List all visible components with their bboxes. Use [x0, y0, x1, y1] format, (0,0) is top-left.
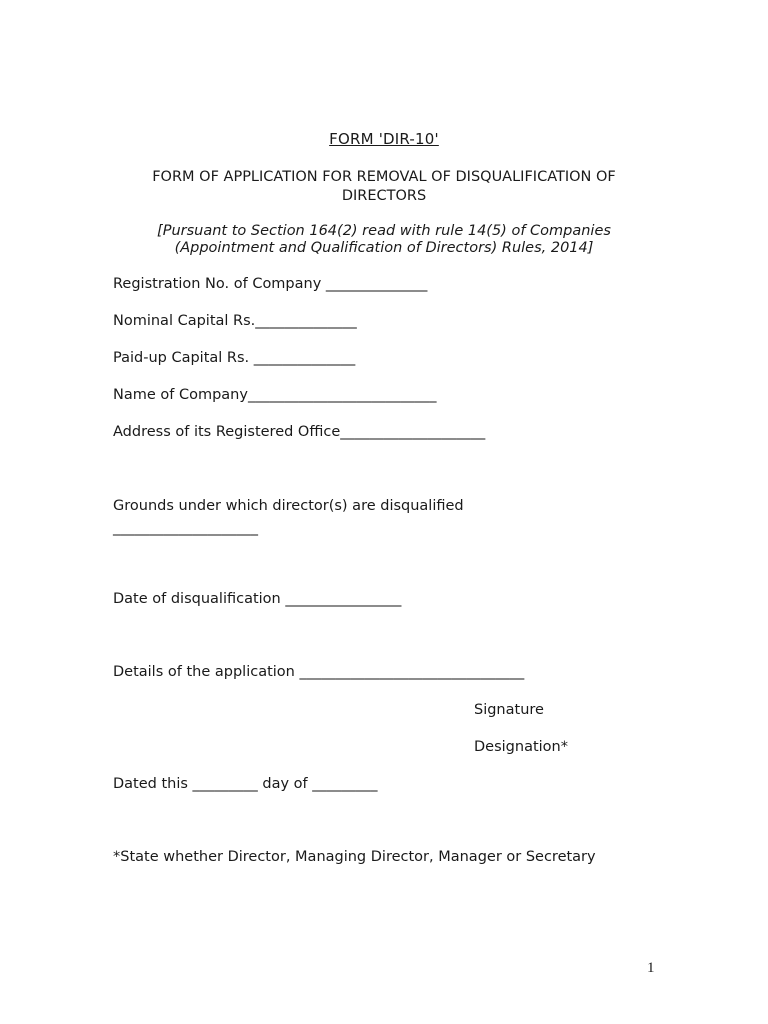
grounds-field: Grounds under which director(s) are disqualified ____________________ — [113, 498, 464, 536]
form-subtitle: FORM OF APPLICATION FOR REMOVAL OF DISQUALIFICATION OF DIRECTORS — [152, 169, 616, 204]
registered-office-field: Address of its Registered Office____________________ — [113, 424, 486, 440]
page-number: 1 — [647, 960, 655, 976]
paidup-capital-field: Paid-up Capital Rs. ______________ — [113, 350, 356, 366]
company-name-field: Name of Company__________________________ — [113, 387, 437, 403]
designation-label: Designation* — [474, 739, 568, 755]
nominal-capital-field: Nominal Capital Rs.______________ — [113, 313, 357, 329]
pursuant-note: [Pursuant to Section 164(2) read with rule 14(5) of Companies (Appointment and Qualification of Directors) Rules, 2014] — [157, 223, 611, 256]
dated-field: Dated this _________ day of _________ — [113, 776, 378, 792]
date-disqualification-field: Date of disqualification ________________ — [113, 591, 402, 607]
footnote: *State whether Director, Managing Director, Manager or Secretary — [113, 849, 596, 865]
registration-no-field: Registration No. of Company ______________ — [113, 276, 428, 292]
form-title: FORM 'DIR-10' — [329, 130, 439, 148]
application-details-field: Details of the application _______________________________ — [113, 664, 525, 680]
signature-label: Signature — [474, 702, 544, 718]
